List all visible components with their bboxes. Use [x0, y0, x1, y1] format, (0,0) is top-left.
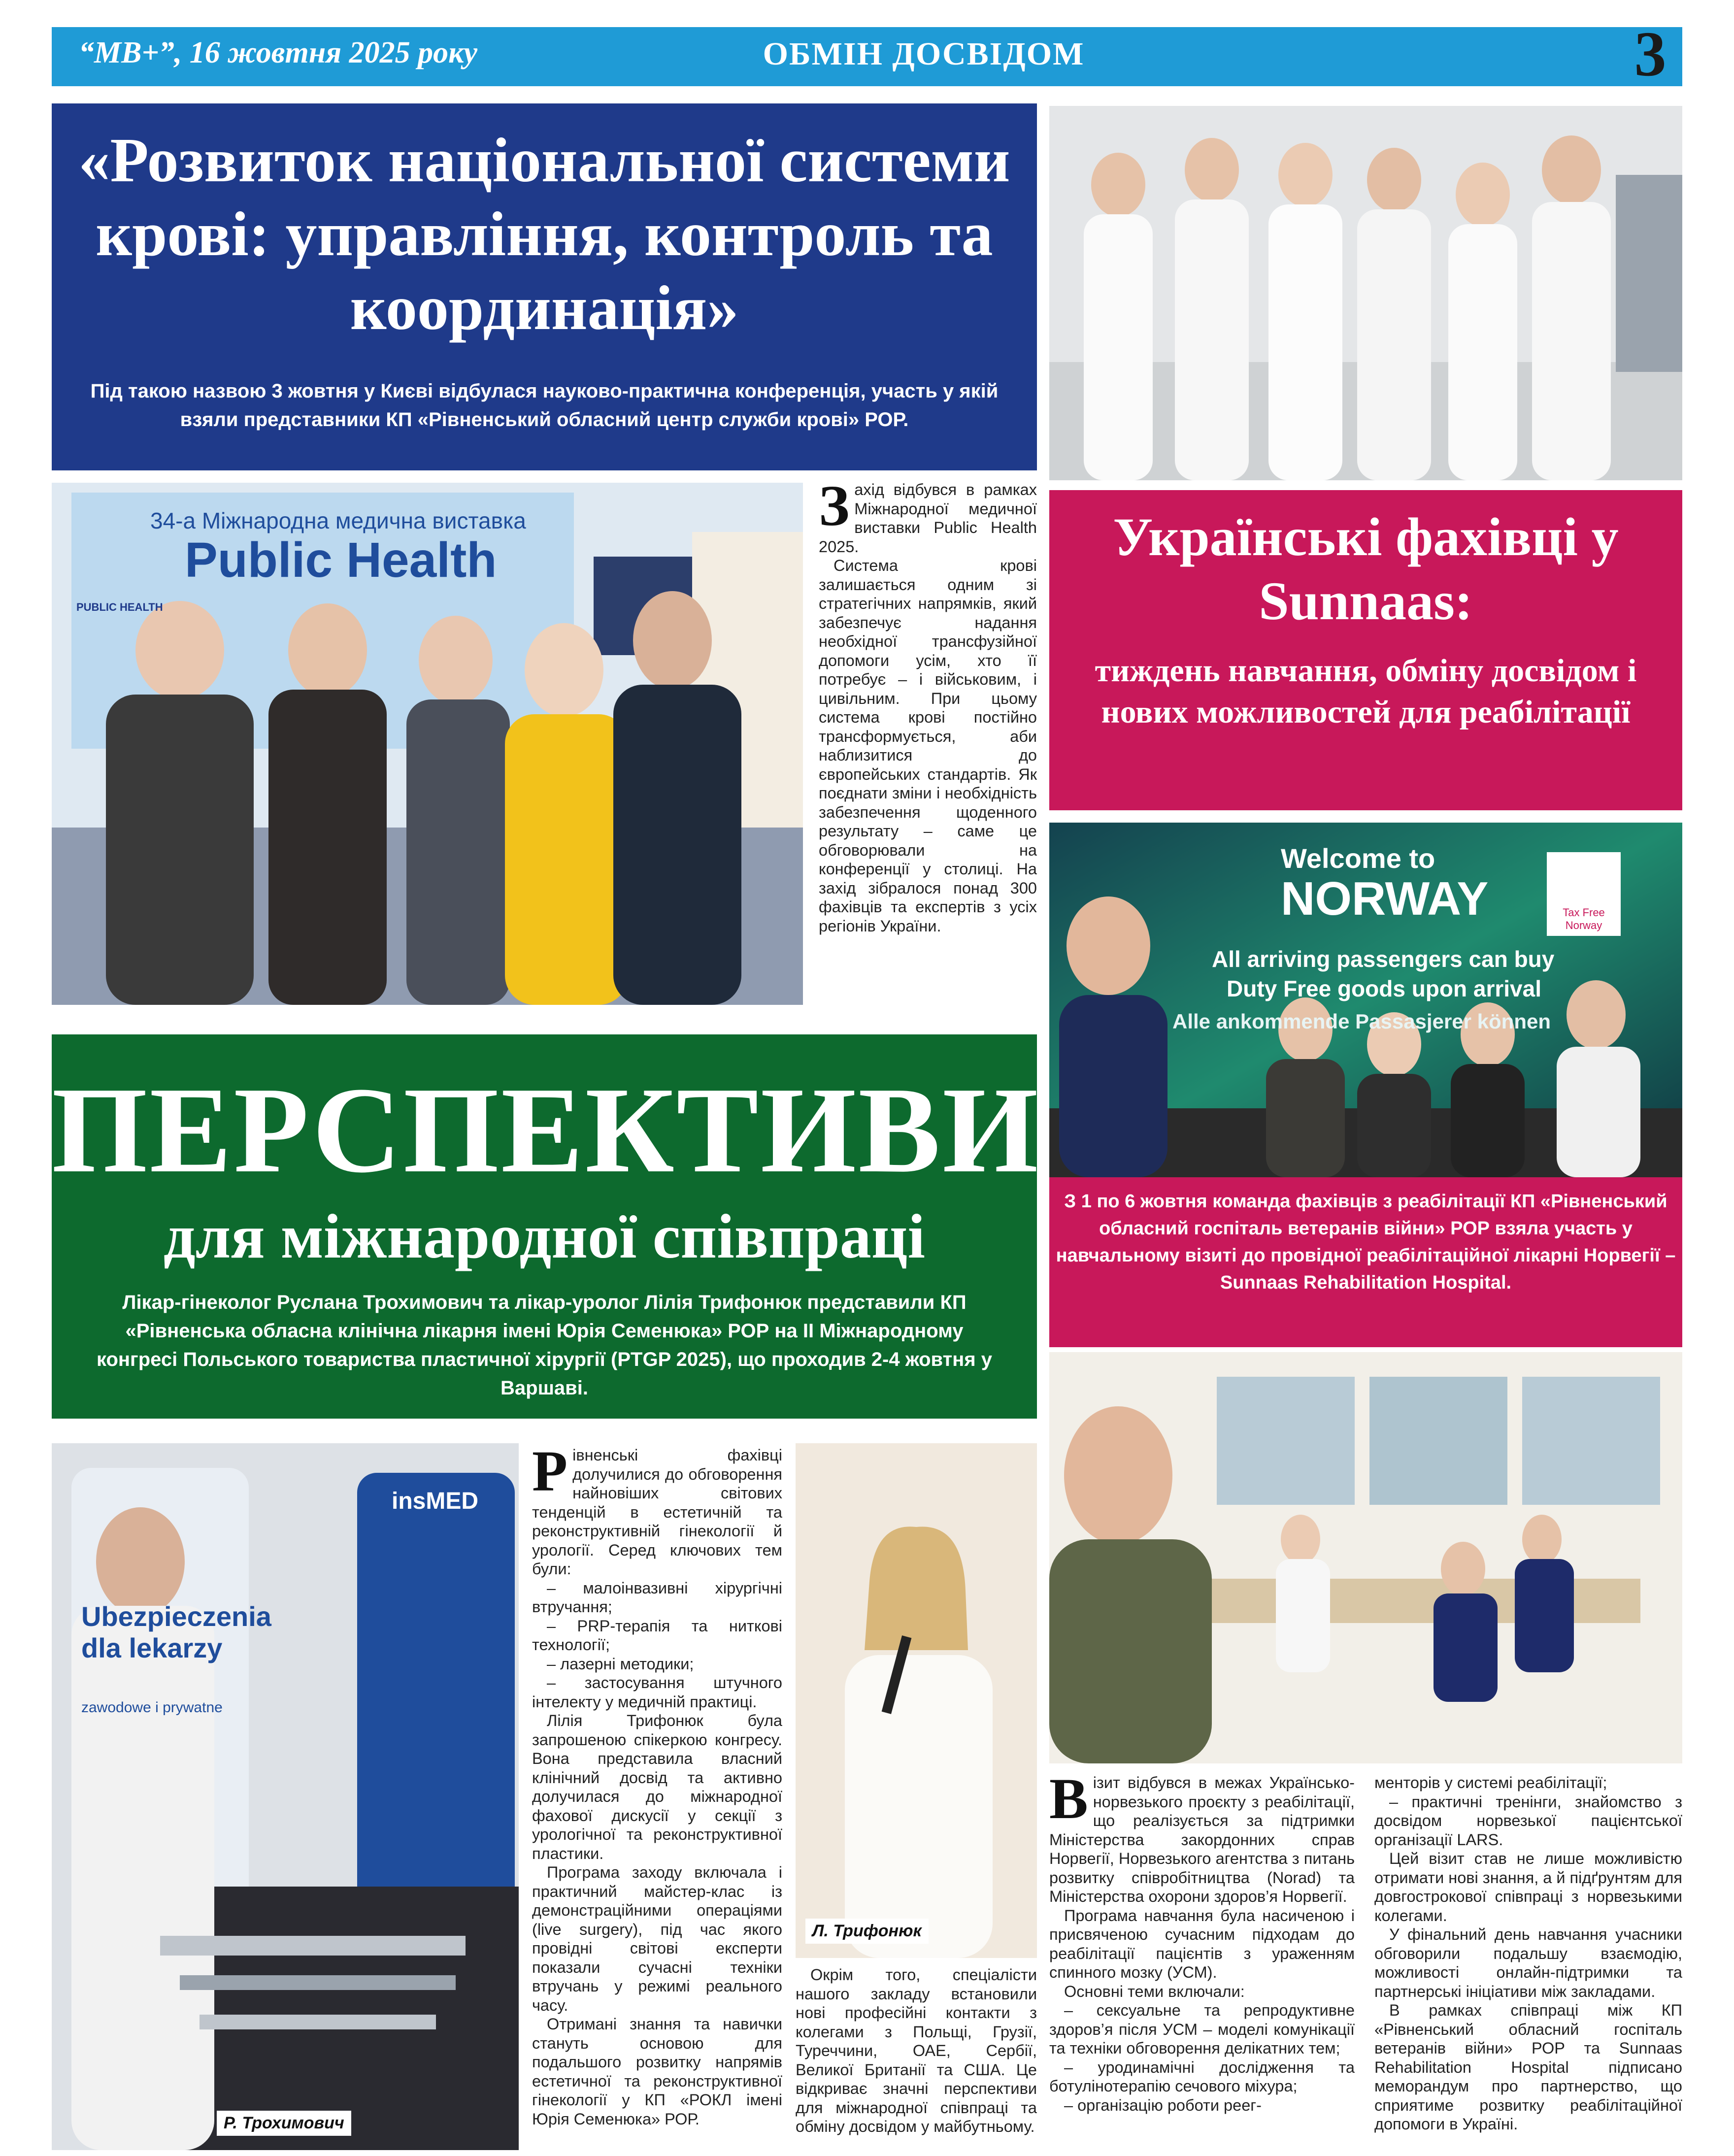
article3-paragraph: – PRP-терапія та ниткові технології; — [532, 1617, 782, 1654]
airport-sign-welcome: Welcome to — [1281, 843, 1435, 874]
airport-sign-line1: All arriving passengers can buy — [1212, 946, 1555, 972]
article3-photo-speaker — [796, 1443, 1037, 1958]
article1-paragraph: Система крові залишається одним зі стратегічних напрямків, який забезпечує надання необхідної трансфузійної допомоги усім, хто її потребує – і військовим, і цивільним. При цьому система крові постійно трансформується, аби наблизитися до європейських стандартів. Як поєднати зміни і необхідність забезпечення щоденного результату – саме це обговорювали на конференції у столиці. На захід зібралося понад 300 фахівців та експертів з усіх регіонів України. — [819, 557, 1037, 935]
article2-paragraph: – уродинамічні дослідження та ботулінотерапію сечового міхура; — [1049, 2058, 1355, 2095]
stand-text-main: Ubezpieczenia dla lekarzy — [81, 1601, 271, 1663]
article2-text-col2 — [1374, 1773, 1682, 2134]
article2-title: Українські фахівці у Sunnaas: — [1113, 507, 1619, 631]
article2-paragraph: Цей візит став не лише можливістю отримати нові знання, а й підґрунтям для довгострокової співпраці з норвезькими колегами. — [1374, 1850, 1682, 1924]
article3-paragraph: Отримані знання та навички стануть основою для подальшого розвитку напрямів естетичної та реконструктивної гінекології у КП «РОКЛ імені Юрія Семенюка» РОР. — [532, 2015, 782, 2128]
article2-paragraph: Основні теми включали: — [1064, 1982, 1245, 2000]
article3-paragraph: Програма заходу включала і практичний майстер-клас із демонстраційними операціями (live surgery), під час якого провідні світові експерти показали сучасні техніки втручань у режимі реального часу. — [532, 1863, 782, 2014]
article3-paragraph: – застосування штучного інтелекту у медичній практиці. — [532, 1674, 782, 1711]
article2-paragraph: В рамках співпраці між КП «Рівненський обласний госпіталь ветеранів війни» РОР та Sunnaas Rehabilitation Hospital підписано меморандум про партнерство, що сприятиме розвитку реабілітаційної допомоги в Україні. — [1374, 2001, 1682, 2133]
article2-paragraph: ізит відбувся в межах Українсько-норвезького проєкту з реабілітації, що реалізується за підтримки Міністерства закордонних справ Норвегії, Норвезького агентства з питань розвитку співробітництва (Norad) та Міністерства охорони здоров’я Норвегії. — [1049, 1774, 1355, 1905]
article1-title: «Розвиток національної системи крові: управління, контроль та координація» — [78, 125, 1010, 343]
article1-paragraph: ахід відбувся в рамках Міжнародної медичної виставки Public Health 2025. — [819, 481, 1037, 556]
article3-paragraph: – малоінвазивні хірургічні втручання; — [532, 1579, 782, 1616]
article3-subtitle: для міжнародної співпраці — [163, 1201, 926, 1271]
article3-description: Лікар-гінеколог Руслана Трохимович та лікар-уролог Лілія Трифонюк представили КП «Рівненська обласна клінічна лікарня імені Юрія Семенюка» РОР на ІІ Міжнародному конгресі Польського товариства пластичної хірургії (PTGP 2025), що проходив 2-4 жовтня у Варшаві. — [96, 1292, 993, 1399]
article3-dropcap: Р — [532, 1439, 568, 1503]
photo-caption-tryfoniuk: Л. Трифонюк — [805, 1919, 929, 1944]
article2-dropcap: В — [1049, 1766, 1088, 1831]
article2-photo-room — [1049, 1352, 1682, 1763]
airport-sign-norway: NORWAY — [1281, 872, 1489, 925]
article3-title-box — [52, 1034, 1040, 1419]
article3-paragraph: – лазерні методики; — [547, 1655, 694, 1673]
article1-title-box — [52, 103, 1037, 470]
article2-subtitle: тиждень навчання, обміну досвідом і нових можливостей для реабілітації — [1095, 653, 1637, 730]
article1-photo-banner-small: 34-а Міжнародна медична виставка — [150, 508, 526, 533]
airport-sign-line3: Alle ankommende Passasjerer können — [1172, 1010, 1551, 1033]
article3-text-col2 — [796, 1965, 1037, 2136]
airport-sign-line2: Duty Free goods upon arrival — [1227, 976, 1541, 1001]
article3-paragraph: Лілія Трифонюк була запрошеною спікеркою конгресу. Вона представила власний клінічний досвід та активно долучилася до міжнародної фахової дискусії у секції з урологічної та реконструктивної пластики. — [532, 1712, 782, 1862]
article2-paragraph: У фінальний день навчання учасники обговорили подальшу взаємодію, можливості онлайн-підтримки та партнерські ініціативи між закладами. — [1374, 1925, 1682, 2000]
article3-title: ПЕРСПЕКТИВИ — [52, 1062, 1040, 1198]
page-number: 3 — [1634, 19, 1667, 90]
article2-paragraph: – практичні тренінги, знайомство з досвідом норвезької пацієнтської організації LARS. — [1374, 1792, 1682, 1849]
article2-photo-team — [1049, 106, 1682, 480]
article2-caption: З 1 по 6 жовтня команда фахівців з реабілітації КП «Рівненський обласний госпіталь ветеранів війни» РОР взяла участь у навчальному візиті до провідної реабілітаційної лікарні Норвегії – Sunnaas Rehabilitation Hospital. — [1049, 1177, 1682, 1347]
article3-photo-stand — [52, 1443, 519, 2150]
article2-text-col1 — [1049, 1766, 1355, 2115]
issue-date: “МВ+”, 16 жовтня 2025 року — [79, 36, 478, 69]
photo-caption-trokhymovych: Р. Трохимович — [217, 2111, 351, 2136]
article2-paragraph: – організацію роботи реег- — [1064, 2096, 1262, 2114]
article3-paragraph: івненські фахівці долучилися до обговорення найновіших світових тенденцій в естетичній та реконструктивній гінекології й урології. Серед ключових тем були: — [532, 1446, 782, 1578]
article3-text-col1 — [532, 1439, 782, 2128]
article1-photo — [52, 483, 803, 1005]
airport-sign-brand: Tax Free Norway — [1563, 906, 1605, 931]
article1-subtitle: Під такою назвою 3 жовтня у Києві відбулася науково-практична конференція, участь у якій взяли представники КП «Рівненський обласний центр служби крові» РОР. — [90, 380, 999, 431]
article2-title-box — [1049, 490, 1682, 810]
article1-photo-logo: PUBLIC HEALTH — [76, 601, 163, 613]
stand-brand: insMED — [392, 1488, 479, 1514]
article1-text — [819, 473, 1037, 935]
article2-paragraph: менторів у системі реабілітації; — [1374, 1774, 1607, 1791]
stand-text-sub: zawodowe i prywatne — [81, 1699, 223, 1716]
article2-photo-airport — [1049, 823, 1682, 1177]
article2-paragraph: – сексуальне та репродуктивне здоров’я після УСМ – моделі комунікації та техніки обговорення делікатних тем; — [1049, 2001, 1355, 2057]
section-title: ОБМІН ДОСВІДОМ — [763, 36, 1085, 72]
article2-paragraph: Програма навчання була насиченою і присвяченою сучасним підходам до реабілітації пацієнтів з ураженням спинного мозку (УСМ). — [1049, 1906, 1355, 1981]
article1-photo-banner-big: Public Health — [185, 532, 497, 588]
article3-paragraph: Окрім того, спеціалісти нашого закладу встановили нові професійні контакти з колегами з Польщі, Грузії, Туреччини, ОАЕ, Сербії, Великої Британії та США. Це відкриває значні перспективи для міжнародної співпраці та обміну досвідом у майбутньому. — [796, 1966, 1037, 2135]
article1-dropcap: З — [819, 473, 850, 538]
